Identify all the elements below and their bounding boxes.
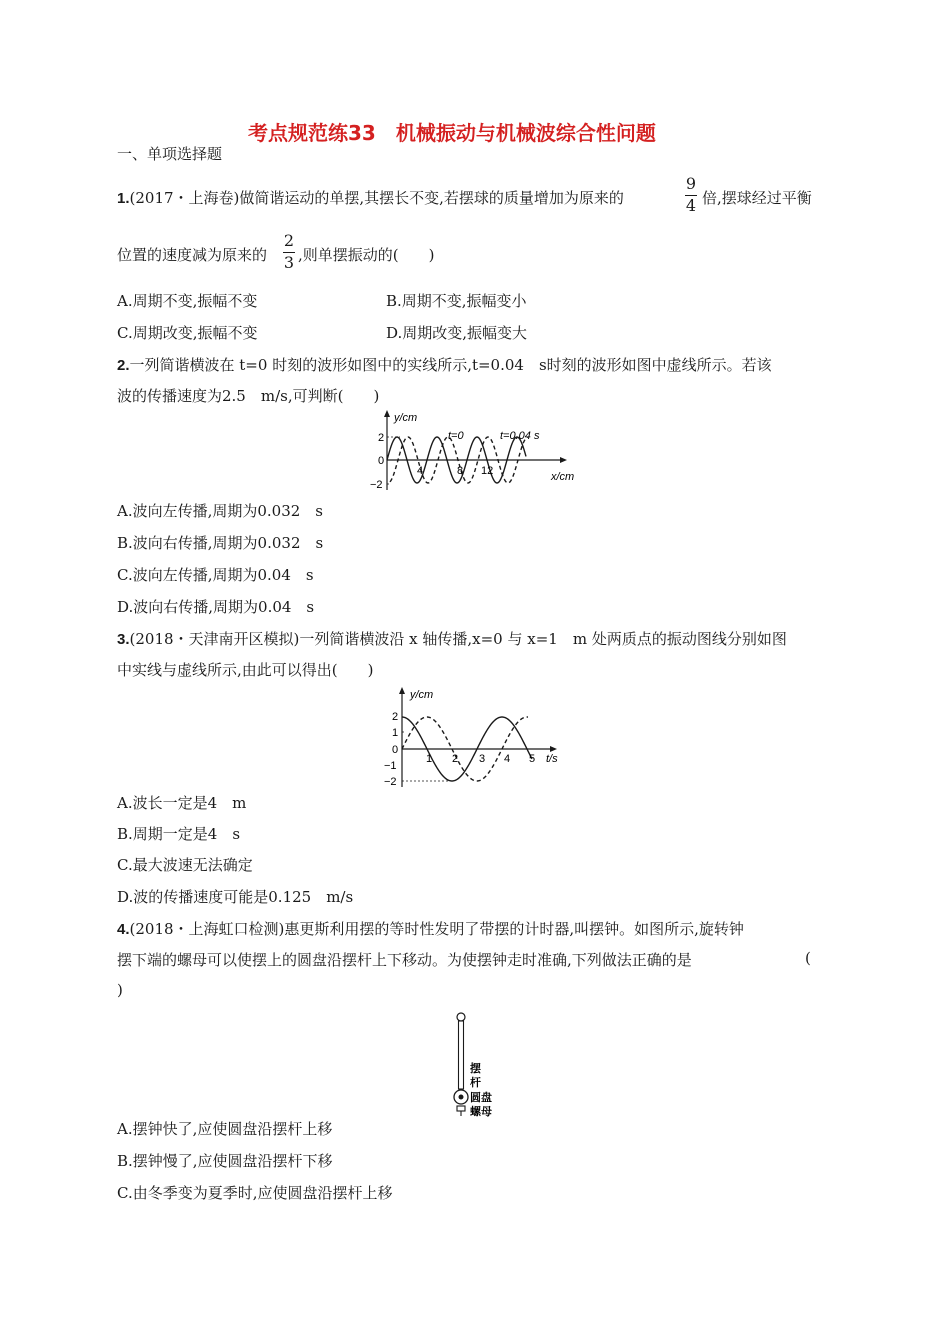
q3-y-arrow — [399, 687, 405, 694]
q2-stem-text1: 一列简谐横波在 t=0 时刻的波形如图中的实线所示,t=0.04 s时刻的波形如图中虚线所示。若该 — [129, 356, 772, 374]
q3-ytick-neg1: −1 — [384, 760, 397, 772]
q3-ylabel: y/cm — [410, 689, 434, 701]
q3-xtick-5: 5 — [529, 753, 536, 765]
q2-ylabel: y/cm — [394, 412, 418, 424]
q1-option-c[interactable]: C.周期改变,振幅不变 — [117, 324, 258, 342]
q4-option-b[interactable]: B.摆钟慢了,应使圆盘沿摆杆下移 — [117, 1152, 333, 1170]
q3-stem-line1 — [117, 628, 787, 649]
section-heading: 一、单项选择题 — [117, 145, 223, 163]
q4-nut — [457, 1106, 465, 1111]
q2-option-b[interactable]: B.波向右传播,周期为0.032 s — [117, 534, 324, 552]
q1-frac2-denominator: 3 — [283, 253, 295, 272]
q1-stem-a: (2017・上海卷)做简谐运动的单摆,其摆长不变,若摆球的质量增加为原来的 — [129, 189, 624, 207]
q4-label-disk: 圆盘 — [470, 1092, 492, 1104]
q4-stem-line1 — [117, 918, 744, 939]
q1-stem-line1 — [117, 187, 624, 208]
q4-label-rod-2: 杆 — [470, 1077, 481, 1089]
q4-bracket-close: ) — [117, 981, 123, 999]
q2-wave-figure — [360, 408, 590, 496]
q4-option-c[interactable]: C.由冬季变为夏季时,应使圆盘沿摆杆上移 — [117, 1184, 393, 1202]
q3-ytick-2: 2 — [392, 711, 399, 723]
q4-bracket-open: ( — [805, 949, 811, 967]
q3-vibration-figure — [372, 683, 572, 791]
q1-frac1-numerator: 9 — [685, 174, 697, 193]
q3-stem-text1: (2018・天津南开区模拟)一列简谐横波沿 x 轴传播,x=0 与 x=1 m 处两质点的振动图线分别如图 — [129, 630, 787, 648]
q2-option-d[interactable]: D.波向右传播,周期为0.04 s — [117, 598, 315, 616]
q3-ytick-0: 0 — [392, 744, 399, 756]
q3-number: 3. — [117, 631, 130, 648]
q3-xtick-2: 2 — [452, 753, 459, 765]
q1-stem-d: ,则单摆振动的( ) — [298, 246, 435, 264]
q3-xtick-1: 1 — [426, 753, 433, 765]
q3-stem-line2: 中实线与虚线所示,由此可以得出( ) — [117, 661, 374, 679]
q2-y-arrow — [384, 410, 390, 417]
q4-stem-line2: 摆下端的螺母可以使摆上的圆盘沿摆杆上下移动。为使摆钟走时准确,下列做法正确的是 — [117, 951, 692, 969]
q3-xtick-4: 4 — [504, 753, 511, 765]
q4-pivot — [457, 1013, 465, 1021]
q3-option-b[interactable]: B.周期一定是4 s — [117, 825, 241, 843]
q2-option-c[interactable]: C.波向左传播,周期为0.04 s — [117, 566, 314, 584]
q3-xtick-3: 3 — [479, 753, 486, 765]
q2-number: 2. — [117, 357, 130, 374]
q1-option-d[interactable]: D.周期改变,振幅变大 — [386, 324, 528, 342]
q4-label-rod-1: 摆 — [470, 1063, 481, 1075]
q1-option-b[interactable]: B.周期不变,振幅变小 — [386, 292, 527, 310]
q4-pendulum-figure — [440, 1012, 510, 1120]
q2-stem-line1 — [117, 354, 772, 375]
q2-label-dashed: t=0.04 s — [500, 430, 540, 442]
q2-x-arrow — [560, 457, 567, 463]
q4-number: 4. — [117, 921, 130, 938]
q2-ytick-neg2: −2 — [370, 479, 383, 491]
q2-label-solid: t=0 — [448, 430, 464, 442]
q3-ytick-1: 1 — [392, 727, 399, 739]
q1-frac2-numerator: 2 — [283, 231, 295, 250]
q1-frac1-denominator: 4 — [685, 196, 697, 215]
q3-option-a[interactable]: A.波长一定是4 m — [117, 794, 247, 812]
q4-option-a[interactable]: A.摆钟快了,应使圆盘沿摆杆上移 — [117, 1120, 333, 1138]
q2-xtick-8: 8 — [457, 465, 464, 477]
q1-stem-c: 位置的速度减为原来的 — [117, 246, 268, 264]
q3-ytick-neg2: −2 — [384, 776, 397, 788]
q3-option-c[interactable]: C.最大波速无法确定 — [117, 856, 253, 874]
q2-option-a[interactable]: A.波向左传播,周期为0.032 s — [117, 502, 324, 520]
q2-xlabel: x/cm — [551, 471, 575, 483]
q1-stem-b: 倍,摆球经过平衡 — [702, 189, 812, 207]
q3-option-d[interactable]: D.波的传播速度可能是0.125 m/s — [117, 888, 354, 906]
q1-number: 1. — [117, 190, 130, 207]
q2-ytick-2: 2 — [378, 432, 385, 444]
q3-xlabel: t/s — [546, 753, 558, 765]
q4-stem-text1: (2018・上海虹口检测)惠更斯利用摆的等时性发明了带摆的计时器,叫摆钟。如图所示,旋转钟 — [129, 920, 744, 938]
q4-rod — [459, 1021, 464, 1089]
q1-option-a[interactable]: A.周期不变,振幅不变 — [117, 292, 258, 310]
q4-disk-center — [459, 1095, 464, 1100]
page-title: 考点规范练33 机械振动与机械波综合性问题 — [248, 121, 656, 145]
q2-xtick-12: 12 — [481, 465, 494, 477]
q4-label-nut: 螺母 — [470, 1106, 492, 1118]
q2-xtick-4: 4 — [417, 465, 424, 477]
q2-ytick-0: 0 — [378, 455, 385, 467]
q3-x-arrow — [550, 746, 557, 752]
q2-stem-line2: 波的传播速度为2.5 m/s,可判断( ) — [117, 387, 380, 405]
